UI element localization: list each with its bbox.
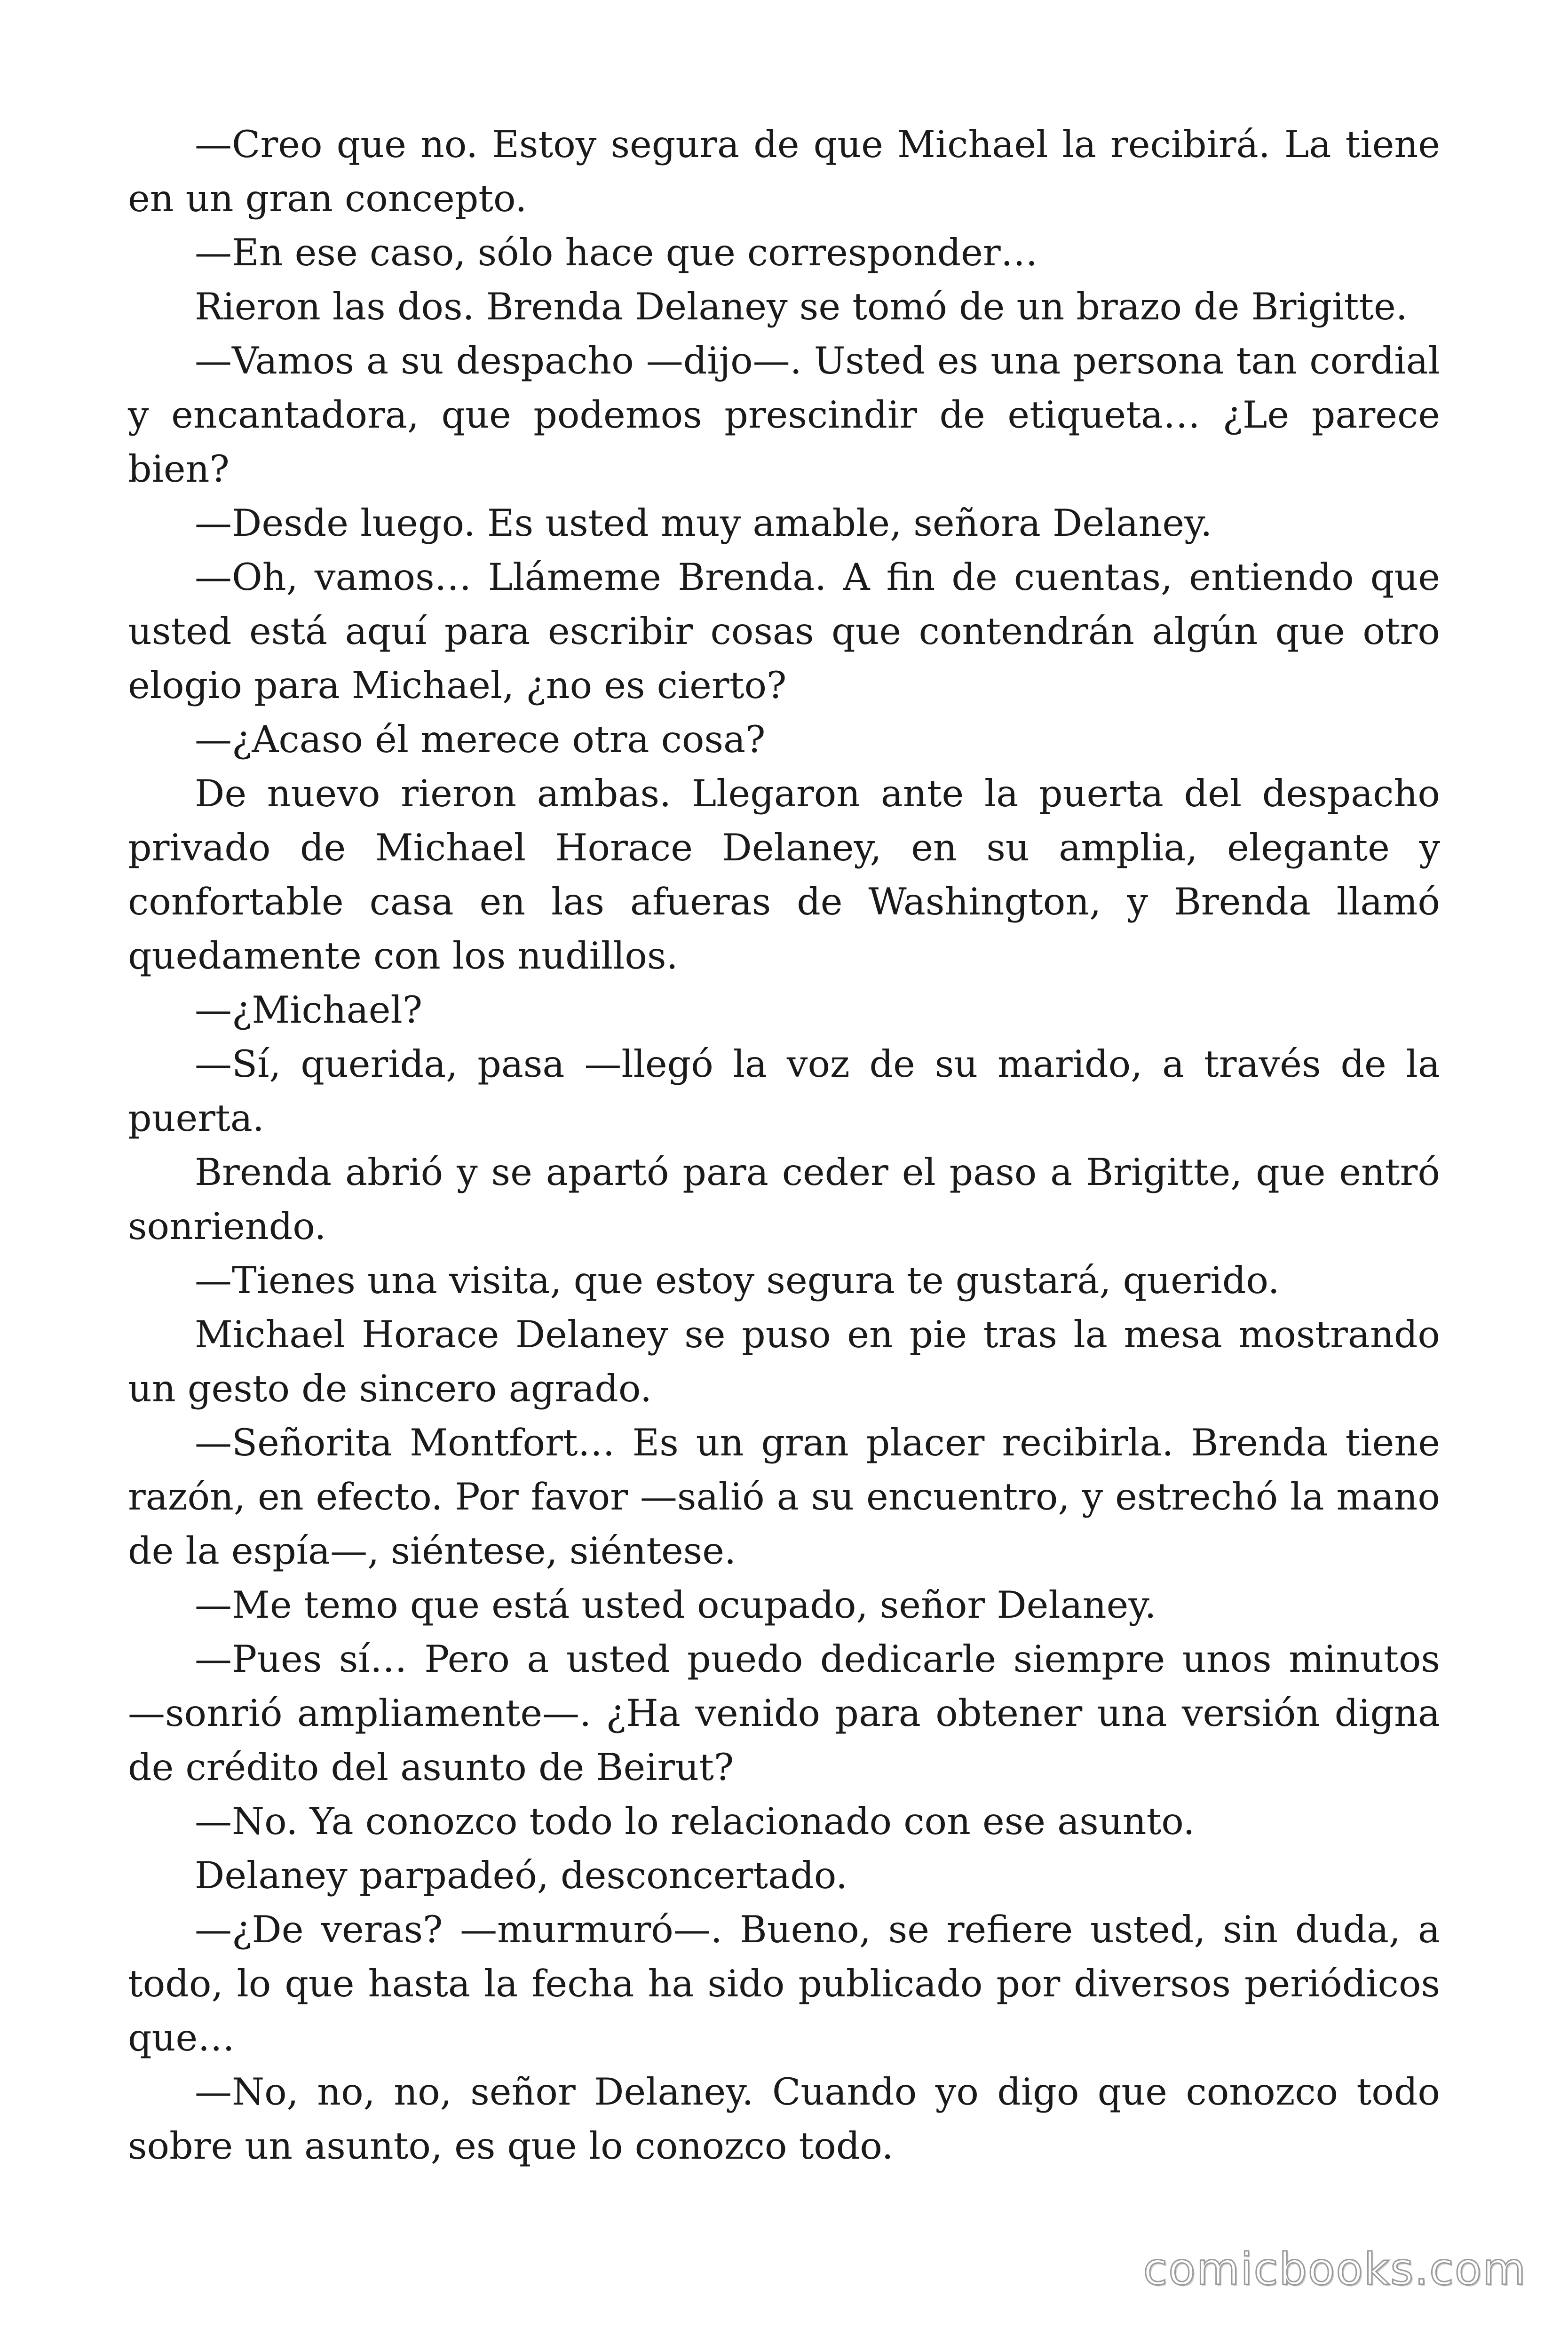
paragraph: —Oh, vamos… Llámeme Brenda. A fin de cuentas, entiendo que usted está aquí para escribir cosas que contendrán algún que otro elogio para Michael, ¿no es cierto? [128, 556, 1440, 707]
paragraph: —En ese caso, sólo hace que corresponder… [195, 231, 1038, 274]
paragraph: —Creo que no. Estoy segura de que Michael la recibirá. La tiene en un gran concepto. [128, 123, 1440, 220]
paragraph: Brenda abrió y se apartó para ceder el paso a Brigitte, que entró sonriendo. [128, 1151, 1440, 1248]
paragraph: Michael Horace Delaney se puso en pie tras la mesa mostrando un gesto de sincero agrado. [128, 1313, 1440, 1410]
page-body-text [128, 118, 1440, 2173]
paragraph: —Tienes una visita, que estoy segura te gustará, querido. [195, 1259, 1280, 1302]
paragraph: De nuevo rieron ambas. Llegaron ante la puerta del despacho privado de Michael Horace Delaney, en su amplia, elegante y confortable casa en las afueras de Washington, y Brenda llamó quedamente con los nudillos. [128, 772, 1440, 977]
paragraph: —No, no, no, señor Delaney. Cuando yo digo que conozco todo sobre un asunto, es que lo conozco todo. [128, 2070, 1440, 2168]
paragraph: Delaney parpadeó, desconcertado. [195, 1854, 848, 1897]
paragraph: —Señorita Montfort… Es un gran placer recibirla. Brenda tiene razón, en efecto. Por favor —salió a su encuentro, y estrechó la mano de la espía—, siéntese, siéntese. [128, 1421, 1440, 1573]
paragraph: —Pues sí… Pero a usted puedo dedicarle siempre unos minutos —sonrió ampliamente—. ¿Ha venido para obtener una versión digna de crédito del asunto de Beirut? [128, 1637, 1440, 1789]
paragraph: —¿Michael? [195, 988, 423, 1032]
watermark-logo: comicbooks.com [1143, 2244, 1527, 2295]
paragraph: —¿De veras? —murmuró—. Bueno, se refiere usted, sin duda, a todo, lo que hasta la fecha ha sido publicado por diversos periódicos que… [128, 1908, 1440, 2059]
paragraph: —Vamos a su despacho —dijo—. Usted es una persona tan cordial y encantadora, que podemos prescindir de etiqueta… ¿Le parece bien? [128, 339, 1440, 491]
paragraph: —Desde luego. Es usted muy amable, señora Delaney. [195, 501, 1212, 545]
paragraph: —Sí, querida, pasa —llegó la voz de su marido, a través de la puerta. [128, 1042, 1440, 1140]
paragraph: —¿Acaso él merece otra cosa? [195, 718, 766, 761]
paragraph: —Me temo que está usted ocupado, señor Delaney. [195, 1583, 1156, 1627]
paragraph: —No. Ya conozco todo lo relacionado con ese asunto. [195, 1800, 1195, 1843]
paragraph: Rieron las dos. Brenda Delaney se tomó de un brazo de Brigitte. [195, 285, 1408, 328]
